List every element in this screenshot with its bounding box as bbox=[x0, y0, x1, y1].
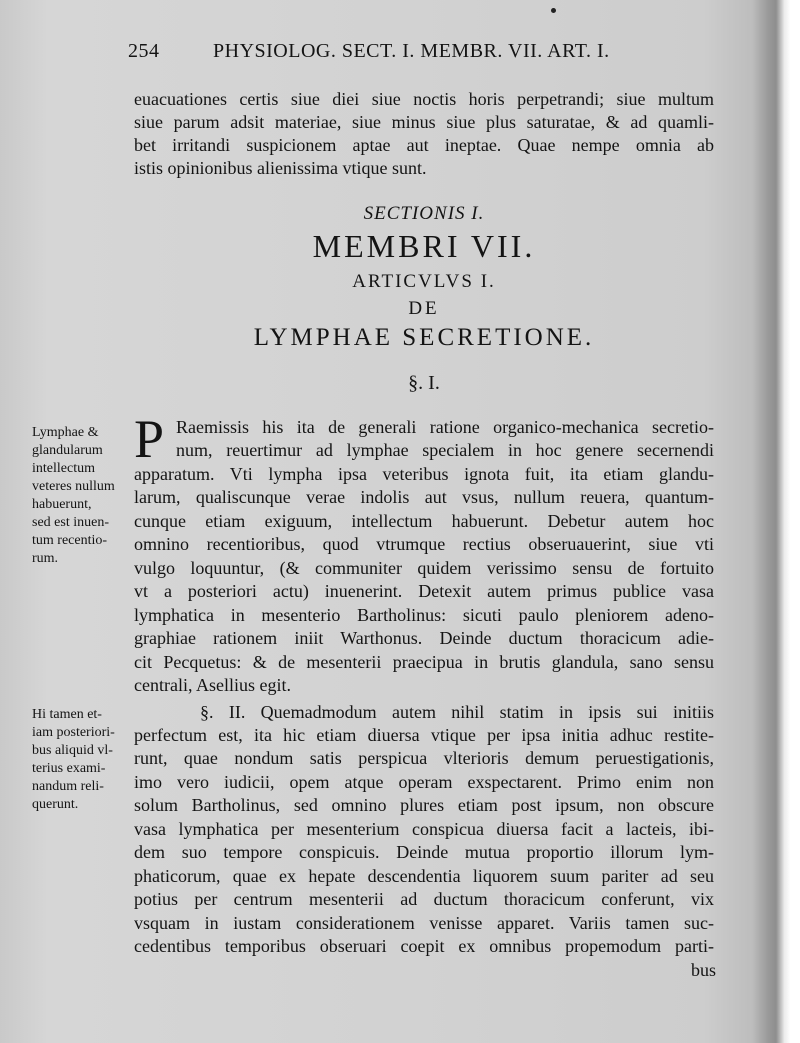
text-line: num, reuertimur ad lymphae specialem in hoc genere secernendi bbox=[176, 440, 714, 460]
margin-note-line: habuerunt, bbox=[32, 497, 92, 512]
text-line: apparatum. Vti lympha ipsa veteribus ignota fuit, ita etiam glandu- bbox=[134, 464, 714, 484]
heading-articulus: ARTICVLVS I. bbox=[352, 271, 496, 292]
text-line: potius per centrum mesenterii ad ductum thoracicum conferunt, vix bbox=[134, 889, 714, 909]
margin-note-line: veteres nullum bbox=[32, 479, 115, 494]
margin-note-line: intellectum bbox=[32, 461, 95, 476]
text-line: perfectum est, ita hic etiam diuersa vtique per ipsa initia adhuc restite- bbox=[134, 725, 714, 745]
section-mark: §. I. bbox=[408, 372, 440, 394]
text-line: vsquam in iustam considerationem venisse apparet. Variis tamen suc- bbox=[134, 913, 714, 933]
page-number: 254 bbox=[128, 40, 160, 62]
ink-speck bbox=[551, 8, 556, 13]
margin-note bbox=[32, 706, 128, 814]
text-line: bet irritandi suspicionem aptae aut ineptae. Quae nempe omnia ab bbox=[134, 135, 714, 155]
margin-note-line: iam posteriori- bbox=[32, 725, 115, 740]
running-head bbox=[128, 40, 718, 70]
margin-note-line: tum recentio- bbox=[32, 533, 108, 548]
text-line: Raemissis his ita de generali ratione organico-mechanica secretio- bbox=[176, 417, 714, 437]
text-line: larum, qualiscunque verae indolis aut vsus, nullum reuera, quantum- bbox=[134, 487, 714, 507]
text-line: euacuationes certis siue diei siue noctis horis perpetrandi; siue multum bbox=[134, 89, 714, 109]
text-line: vasa lymphatica per mesenterium conspicua diuersa facit a lacteis, ibi- bbox=[134, 819, 714, 839]
text-line: graphiae rationem iniit Warthonus. Deinde ductum thoracicum adie- bbox=[134, 628, 714, 648]
text-line: §. II. Quemadmodum autem nihil statim in ipsis sui initiis bbox=[200, 702, 714, 722]
heading-membri: MEMBRI VII. bbox=[312, 228, 536, 264]
text-line: siue parum adsit materiae, siue minus siue plus saturatae, & ad quamli- bbox=[134, 112, 714, 132]
heading-de: DE bbox=[408, 298, 440, 319]
margin-note bbox=[32, 424, 128, 568]
text-line: lymphatica in mesenterio Bartholinus: sicuti paulo pleniorem adeno- bbox=[134, 605, 714, 625]
chapter-title: LYMPHAE SECRETIONE. bbox=[253, 324, 595, 351]
text-line: cunque etiam exiguum, intellectum habuerunt. Debetur autem hoc bbox=[134, 511, 714, 531]
margin-note-line: bus aliquid vl- bbox=[32, 743, 113, 758]
text-line: cit Pecquetus: & de mesenterii praecipua in brutis glandula, sano sensu bbox=[134, 652, 714, 672]
margin-note-line: sed est inuen- bbox=[32, 515, 109, 530]
margin-note-line: terius exami- bbox=[32, 761, 106, 776]
margin-note-line: nandum reli- bbox=[32, 779, 104, 794]
margin-note-line: glandularum bbox=[32, 443, 103, 458]
running-title: PHYSIOLOG. SECT. I. MEMBR. VII. ART. I. bbox=[213, 40, 610, 62]
heading-sectionis: SECTIONIS I. bbox=[363, 203, 485, 224]
text-line: vulgo loquuntur, (& communiter quidem verissimo sensu de fortuito bbox=[134, 558, 714, 578]
page-edge-shadow bbox=[776, 0, 800, 1043]
margin-note-line: Hi tamen et- bbox=[32, 707, 102, 722]
text-line: istis opinionibus alienissima vtique sunt. bbox=[134, 158, 427, 178]
text-line: cedentibus temporibus obseruari coepit ex omnibus propemodum parti- bbox=[134, 936, 714, 956]
margin-note-line: querunt. bbox=[32, 797, 79, 812]
text-line: runt, quae nondum satis perspicua vlterioris demum peruestigationis, bbox=[134, 748, 714, 768]
margin-note-line: Lymphae & bbox=[32, 425, 99, 440]
catchword: bus bbox=[690, 960, 716, 980]
drop-cap: P bbox=[134, 409, 165, 469]
margin-note-line: rum. bbox=[32, 551, 59, 566]
text-line: centrali, Asellius egit. bbox=[134, 675, 291, 695]
text-line: dem suo tempore conspicuis. Deinde mutua proportio illorum lym- bbox=[134, 842, 714, 862]
text-line: solum Bartholinus, sed omnino plures etiam post ipsum, non obscure bbox=[134, 795, 714, 815]
text-line: vt a posteriori actu) inuenerint. Detexit autem primus publice vasa bbox=[134, 581, 714, 601]
text-line: omnino recentioribus, quod vtrumque rectius obseruauerint, siue vti bbox=[134, 534, 714, 554]
text-line: imo vero iudicii, opem atque operam exspectarent. Primo enim non bbox=[134, 772, 714, 792]
text-line: phaticorum, quae ex hepate descendentia liquorem suum pariter ad seu bbox=[134, 866, 714, 886]
